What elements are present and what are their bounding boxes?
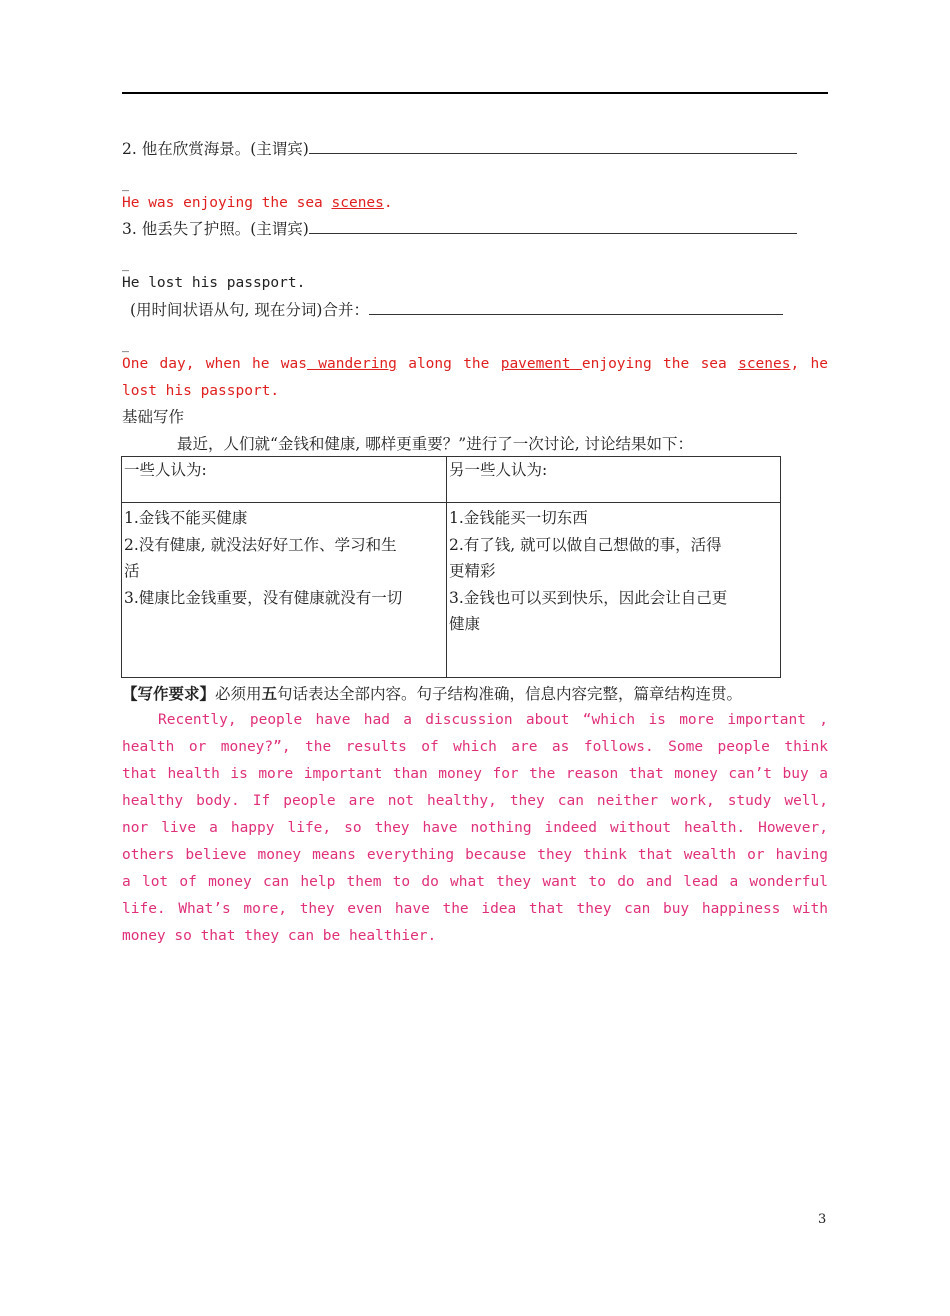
question-3 <box>122 219 797 239</box>
requirements-label: 【写作要求】 <box>122 684 216 703</box>
model-essay <box>122 707 828 950</box>
header-rule <box>122 92 828 94</box>
essay-line: Recently, people have had a discussion about “which is more important , <box>158 712 828 728</box>
question-2-answer: He was enjoying the sea scenes. <box>122 195 393 211</box>
left-opinions <box>122 503 447 678</box>
list-item: 活 <box>124 562 140 580</box>
answer-blank <box>309 219 797 234</box>
list-item: 2.有了钱, 就可以做自己想做的事，活得 <box>449 535 722 554</box>
list-item: 3.金钱也可以买到快乐，因此会让自己更 <box>449 588 728 607</box>
blank-continuation: _ <box>122 256 129 272</box>
opinion-table <box>121 456 781 678</box>
question-2-prompt: 2. 他在欣赏海景。(主谓宾) <box>122 140 309 158</box>
right-header: 另一些人认为: <box>447 457 781 503</box>
combine-answer-line-1: One day, when he was wandering along the pavement enjoying the sea scenes, he <box>122 356 828 372</box>
writing-requirements: 【写作要求】必须用五句话表达全部内容。句子结构准确，信息内容完整，篇章结构连贯。 <box>122 684 743 703</box>
combine-question <box>130 300 783 320</box>
list-item: 更精彩 <box>449 562 496 580</box>
essay-line: money so that they can be healthier. <box>122 928 437 944</box>
essay-line: nor live a happy life, so they have nothing indeed without health. However, <box>122 820 828 836</box>
essay-line: a lot of money can help them to do what they want to do and lead a wonderful <box>122 874 828 890</box>
combine-prompt: (用时间状语从句, 现在分词)合并： <box>130 301 369 319</box>
question-3-prompt: 3. 他丢失了护照。(主谓宾) <box>122 220 309 238</box>
essay-line: healthy body. If people are not healthy, they can neither work, study well, <box>122 793 828 809</box>
essay-line: life. What’s more, they even have the idea that they can buy happiness with <box>122 901 828 917</box>
essay-line: others believe money means everything because they think that wealth or having <box>122 847 828 863</box>
list-item: 1.金钱能买一切东西 <box>449 509 588 527</box>
blank-continuation: _ <box>122 337 129 353</box>
list-item: 健康 <box>449 615 481 633</box>
section-title: 基础写作 <box>122 408 185 426</box>
page-number: 3 <box>818 1212 827 1227</box>
left-header: 一些人认为: <box>122 457 447 503</box>
answer-blank <box>309 139 797 154</box>
blank-continuation: _ <box>122 176 129 192</box>
answer-blank <box>369 300 783 315</box>
list-item: 3.健康比金钱重要，没有健康就没有一切 <box>124 588 403 607</box>
combine-answer-line-2: lost his passport. <box>122 383 280 399</box>
essay-line: that health is more important than money for the reason that money can’t buy a <box>122 766 828 782</box>
question-2 <box>122 139 797 159</box>
list-item: 2.没有健康, 就没法好好工作、学习和生 <box>124 535 397 554</box>
essay-line: health or money?”, the results of which are as follows. Some people think <box>122 739 828 755</box>
list-item: 1.金钱不能买健康 <box>124 509 248 527</box>
right-opinions <box>447 503 781 678</box>
question-3-answer: He lost his passport. <box>122 275 306 291</box>
writing-intro: 最近，人们就“金钱和健康, 哪样更重要？”进行了一次讨论, 讨论结果如下： <box>177 435 694 453</box>
